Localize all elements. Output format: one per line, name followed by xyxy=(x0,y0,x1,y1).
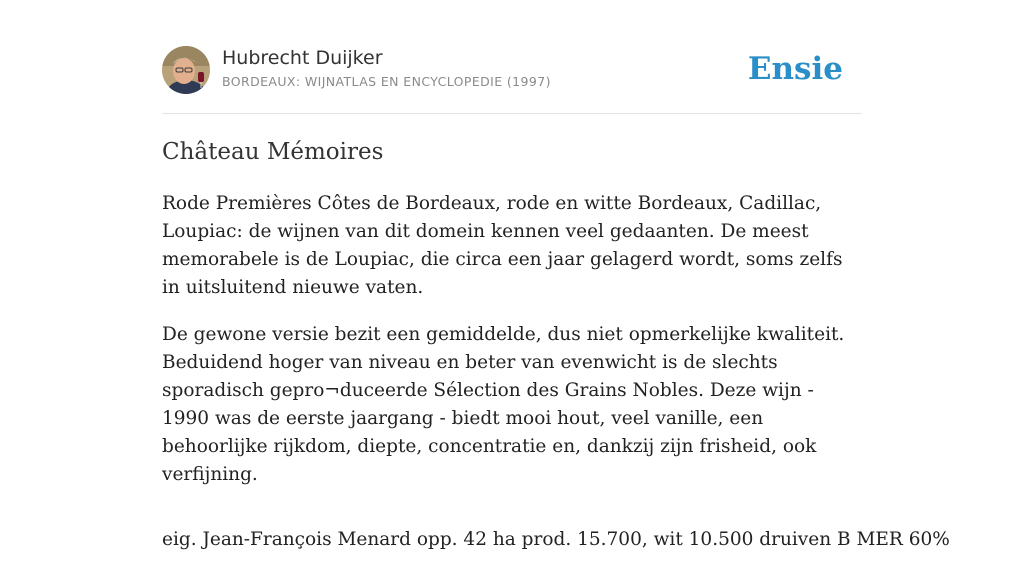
author-source[interactable]: BORDEAUX: WIJNATLAS EN ENCYCLOPEDIE (1997) xyxy=(222,74,551,89)
article-paragraph: eig. Jean-François Menard opp. 42 ha prod. 15.700, wit 10.500 druiven B MER 60% xyxy=(162,529,950,550)
ensie-logo[interactable]: Ensie xyxy=(747,51,843,87)
author-avatar[interactable] xyxy=(162,46,210,94)
article-paragraph: Rode Premières Côtes de Bordeaux, rode en witte Bordeaux, Cadillac, Loupiac: de wijnen van dit domein kennen veel gedaanten. De meest memorabele is de Loupiac, die circa een jaar gelagerd wordt, soms zelfs in uitsluitend nieuwe vaten. xyxy=(162,193,843,298)
article-page xyxy=(162,0,950,550)
article-body xyxy=(162,190,950,573)
author-name[interactable]: Hubrecht Duijker xyxy=(222,47,383,69)
article-header xyxy=(162,0,862,114)
article-title: Château Mémoires xyxy=(162,139,384,165)
article-paragraph: De gewone versie bezit een gemiddelde, dus niet opmerkelijke kwaliteit. Beduidend hoger van niveau en beter van evenwicht is de slechts sporadisch gepro¬duceerde Sélection des Grains Nobles. Deze wijn - 1990 was de eerste jaargang - biedt mooi hout, veel vanille, een behoorlijke rijkdom, diepte, concentratie en, dankzij zijn frisheid, ook verfijning. xyxy=(162,324,845,485)
